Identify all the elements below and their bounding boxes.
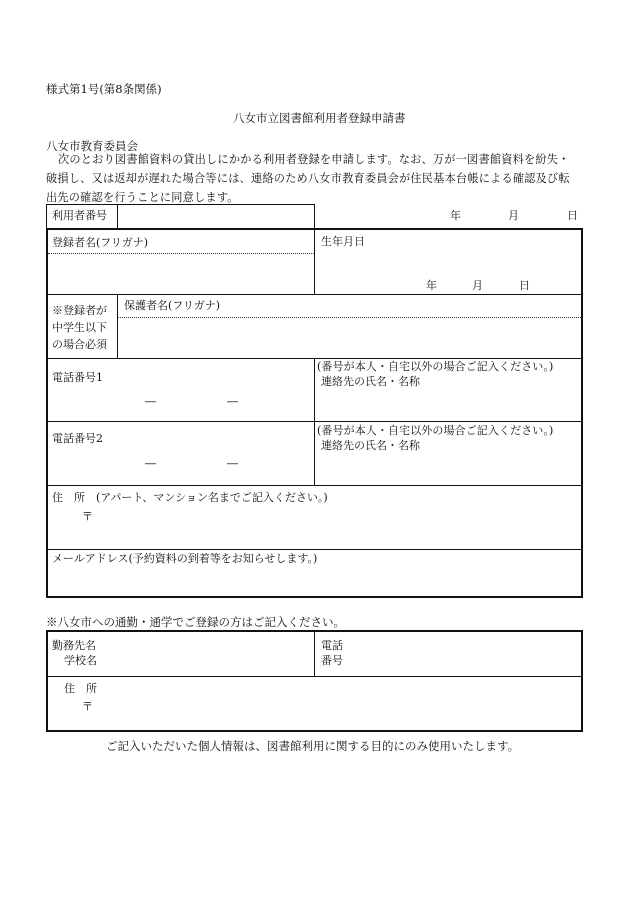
intro-line: 破損し、又は返却が遅れた場合等には、連絡のため八女市教育委員会が住民基本台帳による確認及び転 — [46, 172, 570, 185]
address-note: (アパート、マンション名までご記入ください。) — [96, 491, 328, 504]
commuter-number-label: 番号 — [321, 654, 343, 667]
intro-paragraph — [46, 150, 586, 207]
application-month-label: 月 — [508, 209, 519, 222]
phone2-label: 電話番号2 — [52, 432, 103, 445]
contact1-note: (番号が本人・自宅以外の場合ご記入ください。) — [317, 360, 554, 373]
minor-note-line: ※登録者が — [52, 304, 107, 317]
birth-year-label: 年 — [426, 279, 437, 292]
postal-mark: 〒 — [82, 510, 93, 523]
email-field[interactable] — [48, 568, 581, 596]
minor-note-line: の場合必須 — [52, 338, 107, 351]
user-number-field[interactable] — [118, 205, 313, 227]
commuter-note: ※八女市への通勤・通学でご登録の方はご記入ください。 — [46, 615, 345, 629]
commuter-phone-label: 電話 — [321, 639, 343, 652]
minor-note-line: 中学生以下 — [52, 321, 107, 334]
commuter-phone-field[interactable] — [355, 633, 580, 675]
intro-line: 出先の確認を行うことに同意します。 — [46, 191, 239, 204]
birth-month-label: 月 — [472, 279, 483, 292]
addressee: 八女市教育委員会 — [46, 139, 138, 153]
birthdate-field[interactable] — [315, 250, 581, 293]
email-label: メールアドレス(予約資料の到着等をお知らせします。) — [52, 552, 318, 565]
commuter-address-field[interactable] — [48, 677, 581, 729]
phone2-dash: ― — [227, 457, 238, 470]
registrant-name-label: 登録者名(フリガナ) — [52, 236, 149, 249]
workplace-label: 勤務先名 — [52, 639, 96, 652]
address-field[interactable] — [48, 506, 581, 548]
birthdate-label: 生年月日 — [321, 235, 365, 248]
minor-note — [52, 302, 107, 353]
school-label: 学校名 — [64, 654, 97, 667]
registrant-name-field[interactable] — [48, 254, 314, 293]
workplace-field[interactable] — [110, 633, 313, 675]
phone2-field[interactable] — [48, 448, 314, 484]
contact2-name-field[interactable] — [315, 454, 581, 484]
phone1-dash: ― — [227, 395, 238, 408]
contact2-note: (番号が本人・自宅以外の場合ご記入ください。) — [317, 424, 554, 437]
contact1-name-field[interactable] — [315, 390, 581, 420]
phone1-label: 電話番号1 — [52, 371, 103, 384]
phone2-dash: ― — [145, 457, 156, 470]
address-label: 住 所 — [52, 491, 85, 504]
privacy-note: ご記入いただいた個人情報は、図書館利用に関する目的にのみ使用いたします。 — [106, 739, 520, 753]
commuter-address-label: 住 所 — [64, 682, 97, 695]
phone1-field[interactable] — [48, 385, 314, 420]
contact2-name-label: 連絡先の氏名・名称 — [321, 439, 420, 452]
intro-line: 次のとおり図書館資料の貸出しにかかる利用者登録を申請します。なお、万が一図書館資料を紛失・ — [58, 153, 570, 166]
user-number-label: 利用者番号 — [52, 209, 107, 222]
guardian-name-field[interactable] — [118, 318, 581, 357]
guardian-name-label: 保護者名(フリガナ) — [124, 299, 221, 312]
phone1-dash: ― — [145, 395, 156, 408]
form-number: 様式第1号(第8条関係) — [46, 82, 162, 96]
commuter-postal-mark: 〒 — [82, 700, 93, 713]
birth-day-label: 日 — [519, 279, 530, 292]
page-title: 八女市立図書館利用者登録申請書 — [233, 111, 406, 125]
application-day-label: 日 — [567, 209, 578, 222]
contact1-name-label: 連絡先の氏名・名称 — [321, 375, 420, 388]
application-year-label: 年 — [450, 209, 461, 222]
